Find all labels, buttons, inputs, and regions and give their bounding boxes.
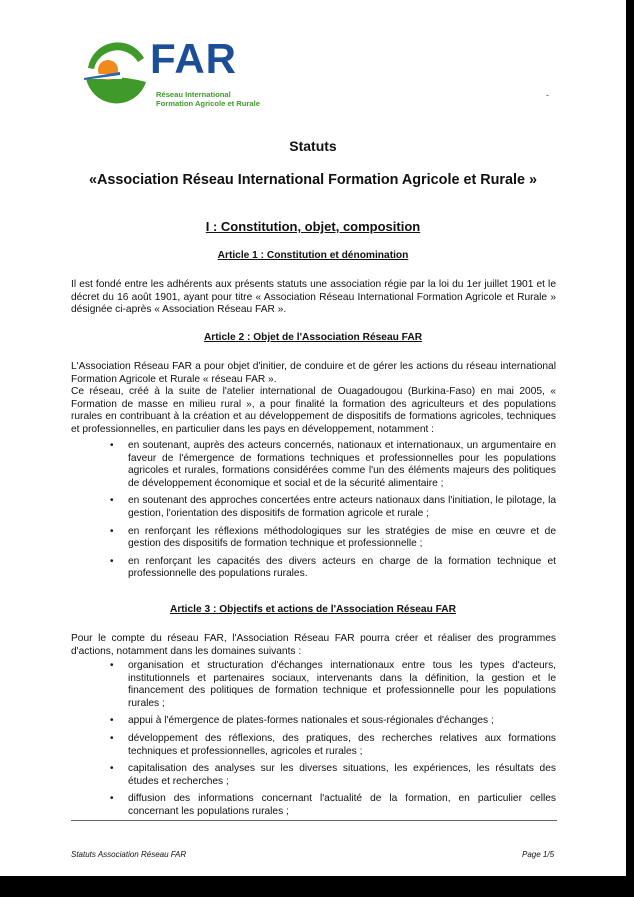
section-heading: I : Constitution, objet, composition	[205, 219, 421, 234]
doc-title: Statuts	[289, 138, 337, 154]
article-2-heading: Article 2 : Objet de l'Association Réseau FAR	[203, 332, 423, 343]
footer-title: Statuts Association Réseau FAR	[71, 850, 187, 859]
list-item: • en renforçant les capacités des divers acteurs en charge de la formation technique et professionnelle des populations rurales.	[110, 556, 556, 581]
article-3-list	[110, 660, 556, 819]
list-item: • en renforçant les réflexions méthodologiques sur les stratégies de mise en œuvre et de gestion des dispositifs de formation technique et professionnelle ;	[110, 526, 556, 551]
logo-wordmark: FAR	[150, 35, 237, 82]
logo-subtitle-line-2: Formation Agricole et Rurale	[156, 99, 260, 108]
list-item: • en soutenant des approches concertées entre acteurs nationaux dans l'initiation, le pilotage, la gestion, l'orientation des dispositifs de formation agricole et rurale ;	[110, 495, 556, 520]
far-logo-icon	[80, 38, 150, 112]
list-item: • appui à l'émergence de plates-formes nationales et sous-régionales d'échanges ;	[110, 715, 556, 728]
article-1-text: Il est fondé entre les adhérents aux présents statuts une association régie par la loi du 1er juillet 1901 et le décret du 16 août 1901, ayant pour titre « Association Réseau International Formation Agricole et Rurale » désignée ci-après « Association Réseau FAR ».	[71, 279, 556, 316]
list-item: • diffusion des informations concernant l'actualité de la formation, en particulier celles concernant les populations rurales ;	[110, 793, 556, 818]
list-item: • développement des réflexions, des pratiques, des recherches relatives aux formations techniques et professionnelles, agricoles et rurales ;	[110, 733, 556, 758]
article-3-paragraph-1: Pour le compte du réseau FAR, l'Association Réseau FAR pourra créer et réaliser des programmes d'actions, notamment dans les domaines suivants :	[71, 633, 556, 657]
article-2-paragraph-1: L'Association Réseau FAR a pour objet d'initier, de conduire et de gérer les actions du réseau international Formation Agricole et Rurale « réseau FAR ».	[71, 361, 556, 385]
footer-divider	[71, 820, 557, 821]
page-number: Page 1/5	[522, 850, 555, 859]
logo-subtitle-line-1: Réseau International	[156, 90, 231, 99]
list-item: • en soutenant, auprès des acteurs concernés, nationaux et internationaux, un argumentaire en faveur de l'émergence de formations techniques et professionnelles pour les populations agricoles et rurales, formations considérées comme l'un des éléments majeurs des politiques de développement économique et social et de la sécurité alimentaire ;	[110, 440, 556, 490]
list-item: • organisation et structuration d'échanges internationaux entre tous les types d'acteurs, institutionnels et partenaires sociaux, intervenants dans la définition, la gestion et le financement des politiques de formation technique et professionnelle pour les populations rurales ;	[110, 660, 556, 710]
association-title: «Association Réseau International Formation Agricole et Rurale »	[88, 172, 538, 188]
article-2-list	[110, 440, 556, 581]
logo-subtitle	[156, 90, 260, 108]
far-logo	[80, 35, 260, 112]
article-1-heading: Article 1 : Constitution et dénomination	[217, 250, 409, 261]
article-2-paragraph-2: Ce réseau, créé à la suite de l'atelier international de Ouagadougou (Burkina-Faso) en mai 2005, « Formation de masse en milieu rural », a pour finalité la formation des agriculteurs et des populations rurales en contribuant à la création et au développement de dispositifs de formations agricoles, techniques et professionnelles, en particulier dans les pays en développement, notamment :	[71, 386, 556, 435]
list-item: • capitalisation des analyses sur les diverses situations, les expériences, les résultats des études et recherches ;	[110, 763, 556, 788]
article-3-heading: Article 3 : Objectifs et actions de l'Association Réseau FAR	[169, 604, 457, 615]
header-mark: -	[546, 90, 549, 100]
